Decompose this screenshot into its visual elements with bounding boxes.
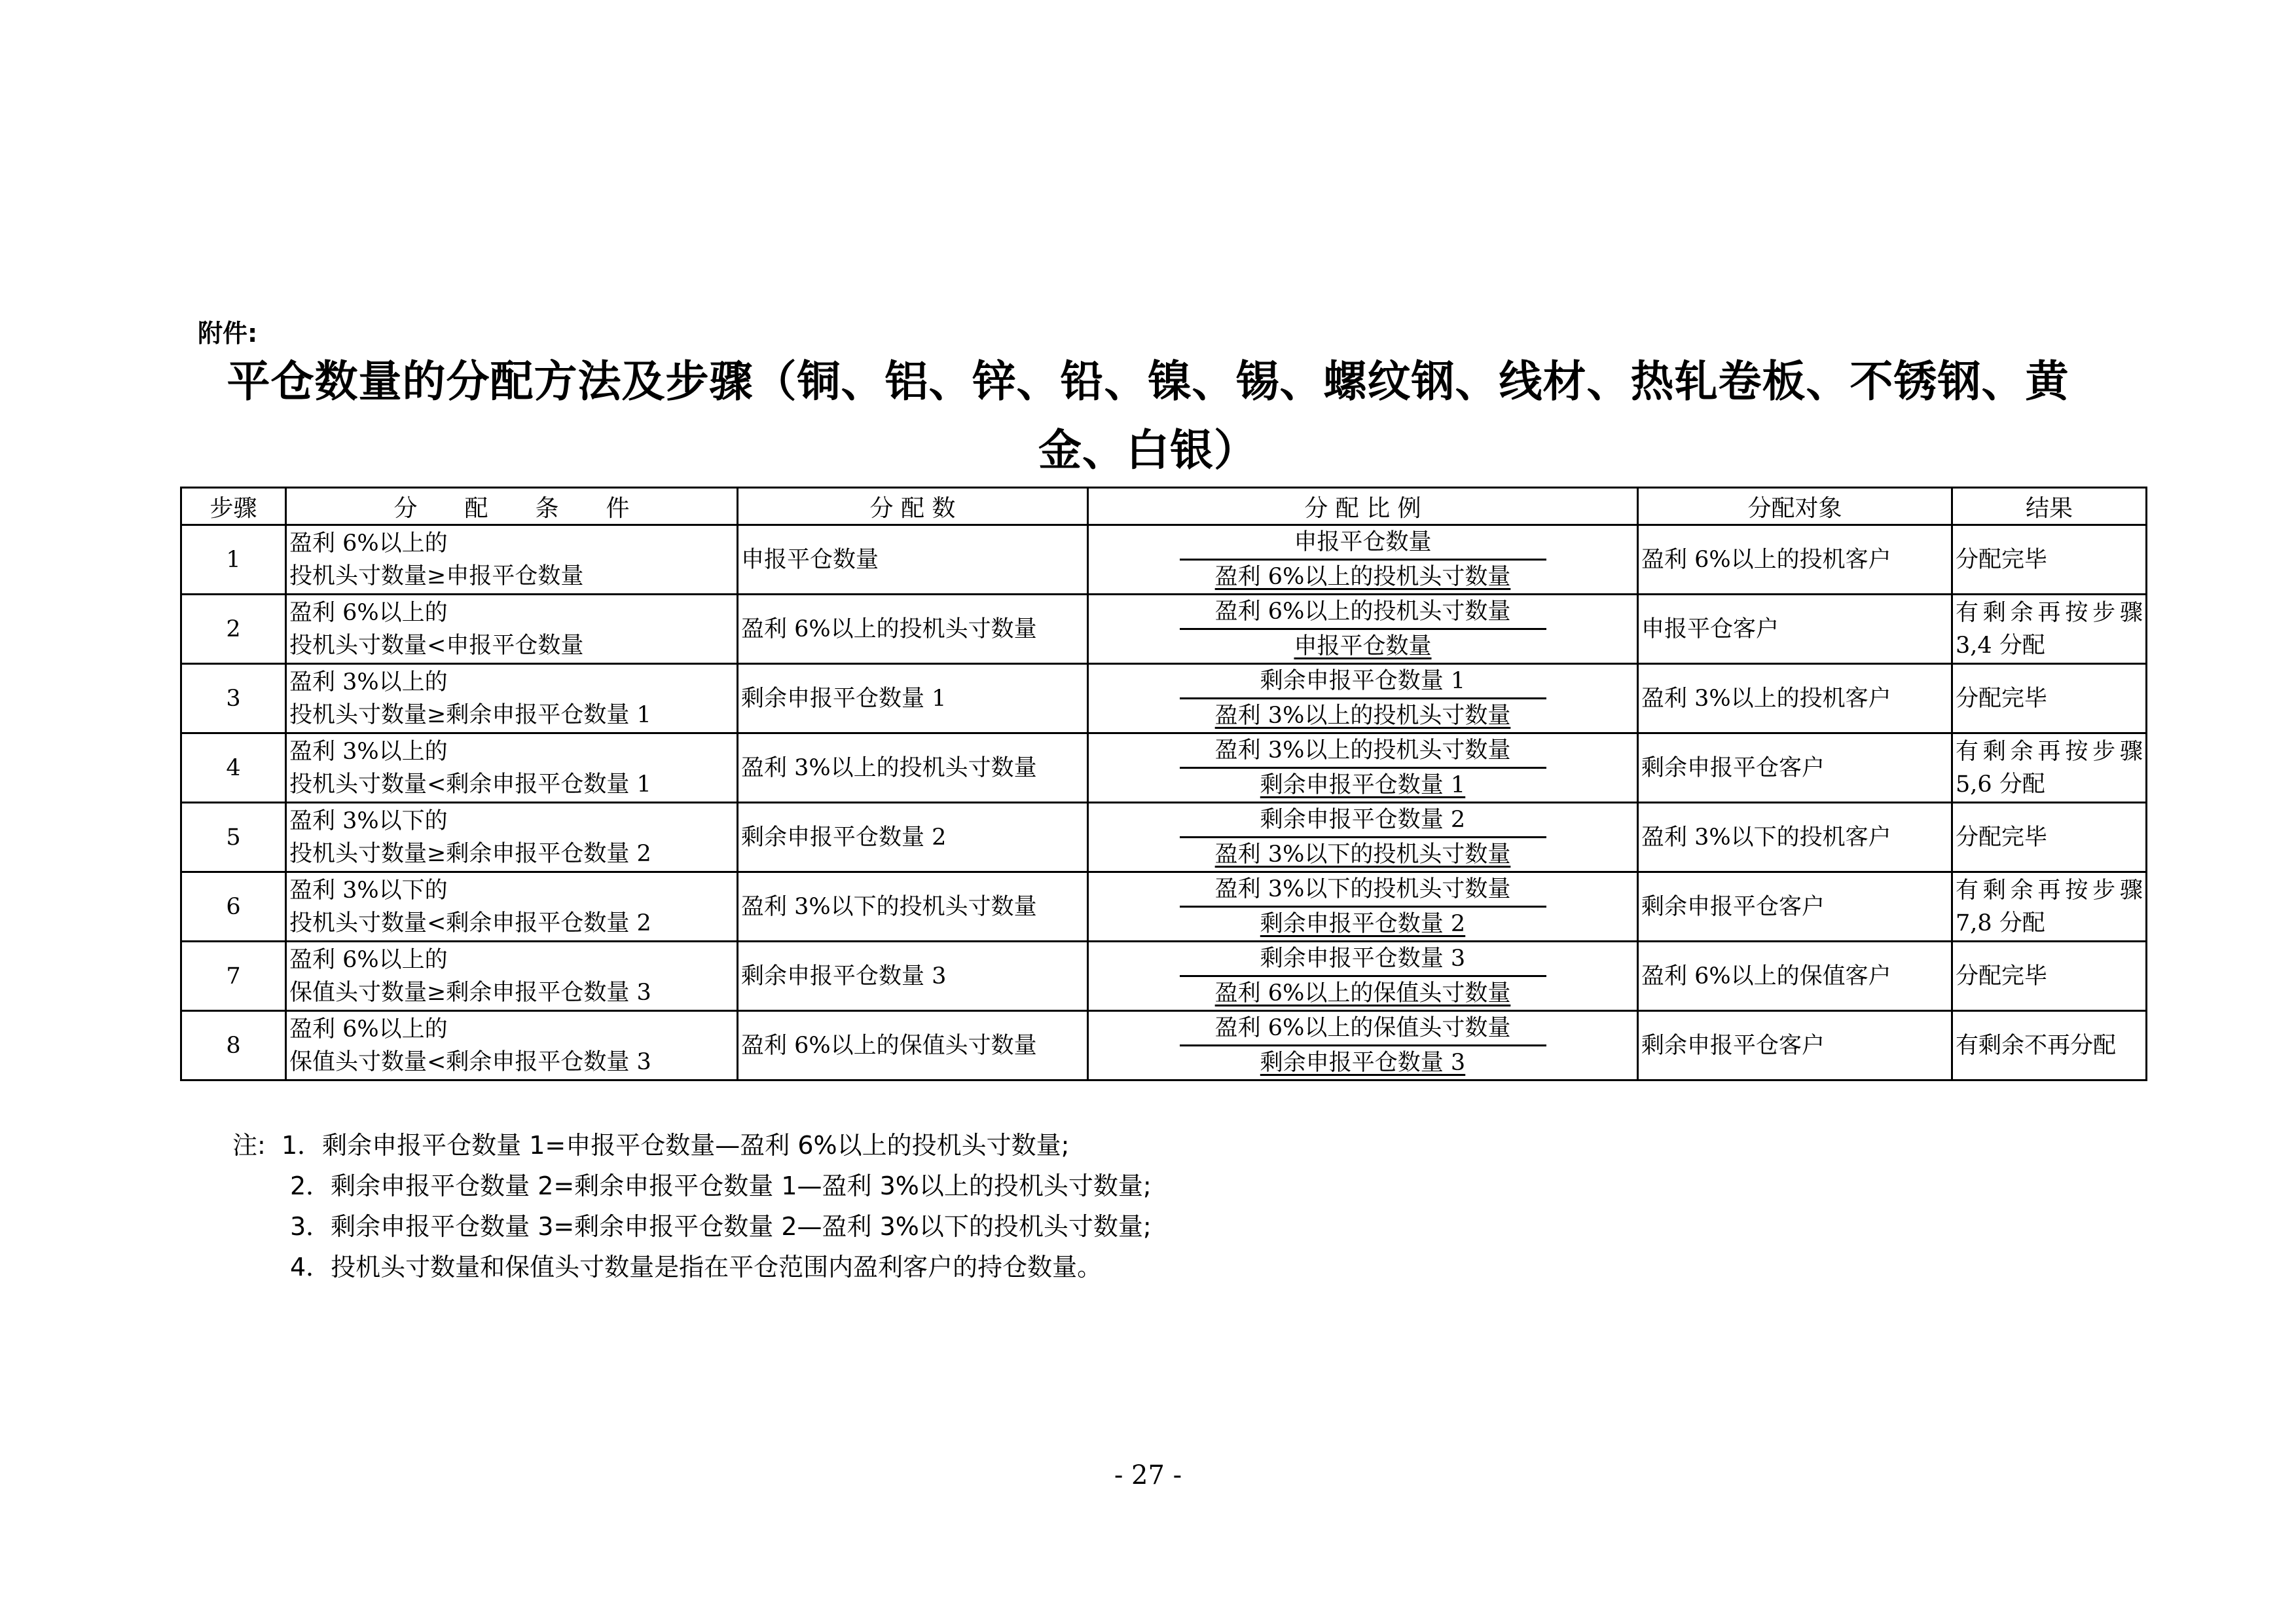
result-cell: 有剩余再按步骤 5,6 分配: [1952, 733, 2147, 803]
note-item: [232, 1247, 1152, 1287]
condition-line-1: 盈利 3%以上的: [289, 669, 448, 695]
ratio-denominator: 剩余申报平仓数量 1: [1260, 772, 1466, 798]
result-cell: 有剩余再按步骤 3,4 分配: [1952, 595, 2147, 664]
result-cell: 分配完毕: [1952, 942, 2147, 1011]
target-cell: 剩余申报平仓客户: [1638, 1011, 1952, 1080]
result-cell: 分配完毕: [1952, 803, 2147, 872]
condition-line-2: 投机头寸数量<剩余申报平仓数量 2: [289, 910, 651, 936]
ratio-numerator: 盈利 6%以上的保值头寸数量: [1214, 1015, 1511, 1041]
table-row: [181, 525, 2147, 595]
header-target: 分配对象: [1638, 488, 1952, 525]
ratio-denominator: 盈利 3%以下的投机头寸数量: [1214, 841, 1511, 868]
amount-cell: 盈利 6%以上的保值头寸数量: [738, 1011, 1088, 1080]
target-cell: 盈利 3%以下的投机客户: [1638, 803, 1952, 872]
ratio-cell: [1088, 1011, 1638, 1080]
ratio-cell: [1088, 803, 1638, 872]
header-ratio: 分 配 比 例: [1088, 488, 1638, 525]
amount-cell: 盈利 6%以上的投机头寸数量: [738, 595, 1088, 664]
condition-line-2: 投机头寸数量<申报平仓数量: [289, 632, 584, 659]
step-cell: 1: [181, 525, 286, 595]
result-cell: 分配完毕: [1952, 525, 2147, 595]
allocation-table: [180, 487, 2147, 1081]
ratio-numerator: 剩余申报平仓数量 2: [1260, 807, 1466, 833]
condition-line-1: 盈利 6%以上的: [289, 1016, 448, 1043]
header-step: 步骤: [181, 488, 286, 525]
condition-line-2: 投机头寸数量≥剩余申报平仓数量 2: [289, 840, 651, 867]
target-cell: 盈利 6%以上的投机客户: [1638, 525, 1952, 595]
table-row: [181, 733, 2147, 803]
note-item: [232, 1125, 1152, 1166]
header-condition: 分 配 条 件: [286, 488, 738, 525]
condition-cell: [286, 664, 738, 733]
target-cell: 剩余申报平仓客户: [1638, 872, 1952, 942]
amount-cell: 申报平仓数量: [738, 525, 1088, 595]
table-row: [181, 803, 2147, 872]
ratio-numerator: 申报平仓数量: [1294, 529, 1432, 555]
step-cell: 6: [181, 872, 286, 942]
ratio-denominator: 盈利 3%以上的投机头寸数量: [1214, 703, 1511, 729]
condition-cell: [286, 803, 738, 872]
amount-cell: 剩余申报平仓数量 3: [738, 942, 1088, 1011]
note-text: 2．剩余申报平仓数量 2=剩余申报平仓数量 1—盈利 3%以上的投机头寸数量;: [290, 1172, 1152, 1200]
note-text: 3．剩余申报平仓数量 3=剩余申报平仓数量 2—盈利 3%以下的投机头寸数量;: [290, 1212, 1152, 1241]
condition-line-1: 盈利 6%以上的: [289, 599, 448, 626]
condition-line-2: 保值头寸数量≥剩余申报平仓数量 3: [289, 979, 651, 1006]
condition-line-2: 投机头寸数量<剩余申报平仓数量 1: [289, 771, 651, 798]
note-text: 4．投机头寸数量和保值头寸数量是指在平仓范围内盈利客户的持仓数量。: [290, 1253, 1102, 1282]
step-cell: 5: [181, 803, 286, 872]
ratio-numerator: 盈利 3%以上的投机头寸数量: [1214, 737, 1511, 764]
table-row: [181, 1011, 2147, 1080]
ratio-denominator: 盈利 6%以上的保值头寸数量: [1214, 980, 1511, 1006]
ratio-numerator: 盈利 3%以下的投机头寸数量: [1214, 876, 1511, 902]
condition-line-2: 保值头寸数量<剩余申报平仓数量 3: [289, 1048, 651, 1075]
ratio-cell: [1088, 872, 1638, 942]
condition-cell: [286, 942, 738, 1011]
ratio-cell: [1088, 733, 1638, 803]
step-cell: 3: [181, 664, 286, 733]
condition-cell: [286, 525, 738, 595]
ratio-denominator: 剩余申报平仓数量 2: [1260, 911, 1466, 937]
step-cell: 7: [181, 942, 286, 1011]
step-cell: 2: [181, 595, 286, 664]
notes: [232, 1125, 1152, 1287]
result-cell: 有剩余不再分配: [1952, 1011, 2147, 1080]
amount-cell: 剩余申报平仓数量 1: [738, 664, 1088, 733]
condition-cell: [286, 872, 738, 942]
page-number: - 27 -: [1114, 1460, 1182, 1490]
ratio-denominator: 申报平仓数量: [1294, 633, 1432, 659]
table-header-row: [181, 488, 2147, 525]
note-text: 1．剩余申报平仓数量 1=申报平仓数量—盈利 6%以上的投机头寸数量;: [281, 1131, 1070, 1160]
table-row: [181, 664, 2147, 733]
ratio-numerator: 剩余申报平仓数量 1: [1260, 668, 1466, 694]
condition-line-1: 盈利 3%以下的: [289, 877, 448, 904]
condition-line-1: 盈利 6%以上的: [289, 530, 448, 557]
step-cell: 4: [181, 733, 286, 803]
result-cell: 分配完毕: [1952, 664, 2147, 733]
condition-line-2: 投机头寸数量≥申报平仓数量: [289, 563, 584, 589]
target-cell: 盈利 6%以上的保值客户: [1638, 942, 1952, 1011]
document-title: 平仓数量的分配方法及步骤（铜、铝、锌、铅、镍、锡、螺纹钢、线材、热轧卷板、不锈钢、黄金、白银）: [227, 356, 2069, 475]
table-row: [181, 595, 2147, 664]
header-amount: 分 配 数: [738, 488, 1088, 525]
ratio-cell: [1088, 595, 1638, 664]
condition-line-2: 投机头寸数量≥剩余申报平仓数量 1: [289, 701, 651, 728]
condition-cell: [286, 595, 738, 664]
ratio-cell: [1088, 942, 1638, 1011]
target-cell: 剩余申报平仓客户: [1638, 733, 1952, 803]
note-item: [232, 1206, 1152, 1247]
table-row: [181, 872, 2147, 942]
target-cell: 盈利 3%以上的投机客户: [1638, 664, 1952, 733]
ratio-cell: [1088, 525, 1638, 595]
table-row: [181, 942, 2147, 1011]
attachment-label: 附件:: [198, 319, 258, 348]
condition-cell: [286, 1011, 738, 1080]
amount-cell: 盈利 3%以上的投机头寸数量: [738, 733, 1088, 803]
notes-label: 注:: [232, 1131, 266, 1160]
condition-line-1: 盈利 3%以下的: [289, 807, 448, 834]
ratio-denominator: 盈利 6%以上的投机头寸数量: [1214, 564, 1511, 590]
condition-line-1: 盈利 3%以上的: [289, 738, 448, 765]
condition-line-1: 盈利 6%以上的: [289, 946, 448, 973]
ratio-denominator: 剩余申报平仓数量 3: [1260, 1050, 1466, 1076]
target-cell: 申报平仓客户: [1638, 595, 1952, 664]
ratio-numerator: 剩余申报平仓数量 3: [1260, 946, 1466, 972]
condition-cell: [286, 733, 738, 803]
ratio-numerator: 盈利 6%以上的投机头寸数量: [1214, 599, 1511, 625]
amount-cell: 剩余申报平仓数量 2: [738, 803, 1088, 872]
result-cell: 有剩余再按步骤 7,8 分配: [1952, 872, 2147, 942]
ratio-cell: [1088, 664, 1638, 733]
step-cell: 8: [181, 1011, 286, 1080]
note-item: [232, 1166, 1152, 1206]
amount-cell: 盈利 3%以下的投机头寸数量: [738, 872, 1088, 942]
header-result: 结果: [1952, 488, 2147, 525]
